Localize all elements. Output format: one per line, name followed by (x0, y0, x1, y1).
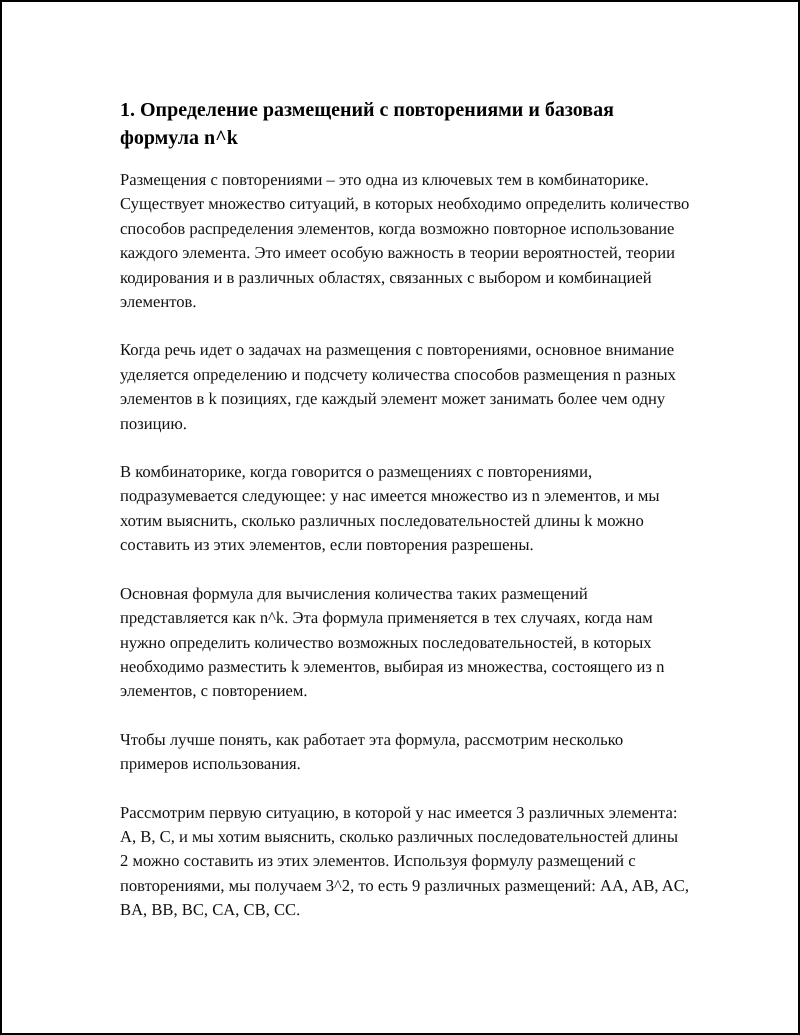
paragraph-1: Размещения с повторениями – это одна из ключевых тем в комбинаторике. Существует множество ситуаций, в которых необходимо определить количество способов распределения элементов, когда возможно повторное использование каждого элемента. Это имеет особую важность в теории вероятностей, теории кодирования и в различных областях, связанных с выбором и комбинацией элементов. (120, 170, 690, 312)
paragraph-2: Когда речь идет о задачах на размещения с повторениями, основное внимание уделяется определению и подсчету количества способов размещения n разных элементов в k позициях, где каждый элемент может занимать более чем одну позицию. (120, 340, 676, 433)
paragraph-5: Чтобы лучше понять, как работает эта формула, рассмотрим несколько примеров использования. (120, 729, 624, 774)
paragraph-4: Основная формула для вычисления количества таких размещений представляется как n^k. Эта формула применяется в тех случаях, когда нам нужно определить количество возможных последовательностей, в которых необходимо разместить k элементов, выбирая из множества, состоящего из n элементов, с повторением. (120, 583, 665, 701)
document-content (120, 96, 690, 947)
paragraph-6: Рассмотрим первую ситуацию, в которой у нас имеется 3 различных элемента: A, B, C, и мы хотим выяснить, сколько различных последовательностей длины 2 можно составить из этих элементов. Используя формулу размещений с повторениями, мы получаем 3^2, то есть 9 различных размещений: AA, AB, AC, BA, BB, BC, CA, CB, CC. (120, 802, 689, 920)
section-heading: 1. Определение размещений с повторениями и базовая формула n^k (120, 99, 614, 149)
paragraph-3: В комбинаторике, когда говорится о размещениях с повторениями, подразумевается следующее: у нас имеется множество из n элементов, и мы хотим выяснить, сколько различных последовательностей длины k можно составить из этих элементов, если повторения разрешены. (120, 462, 660, 555)
